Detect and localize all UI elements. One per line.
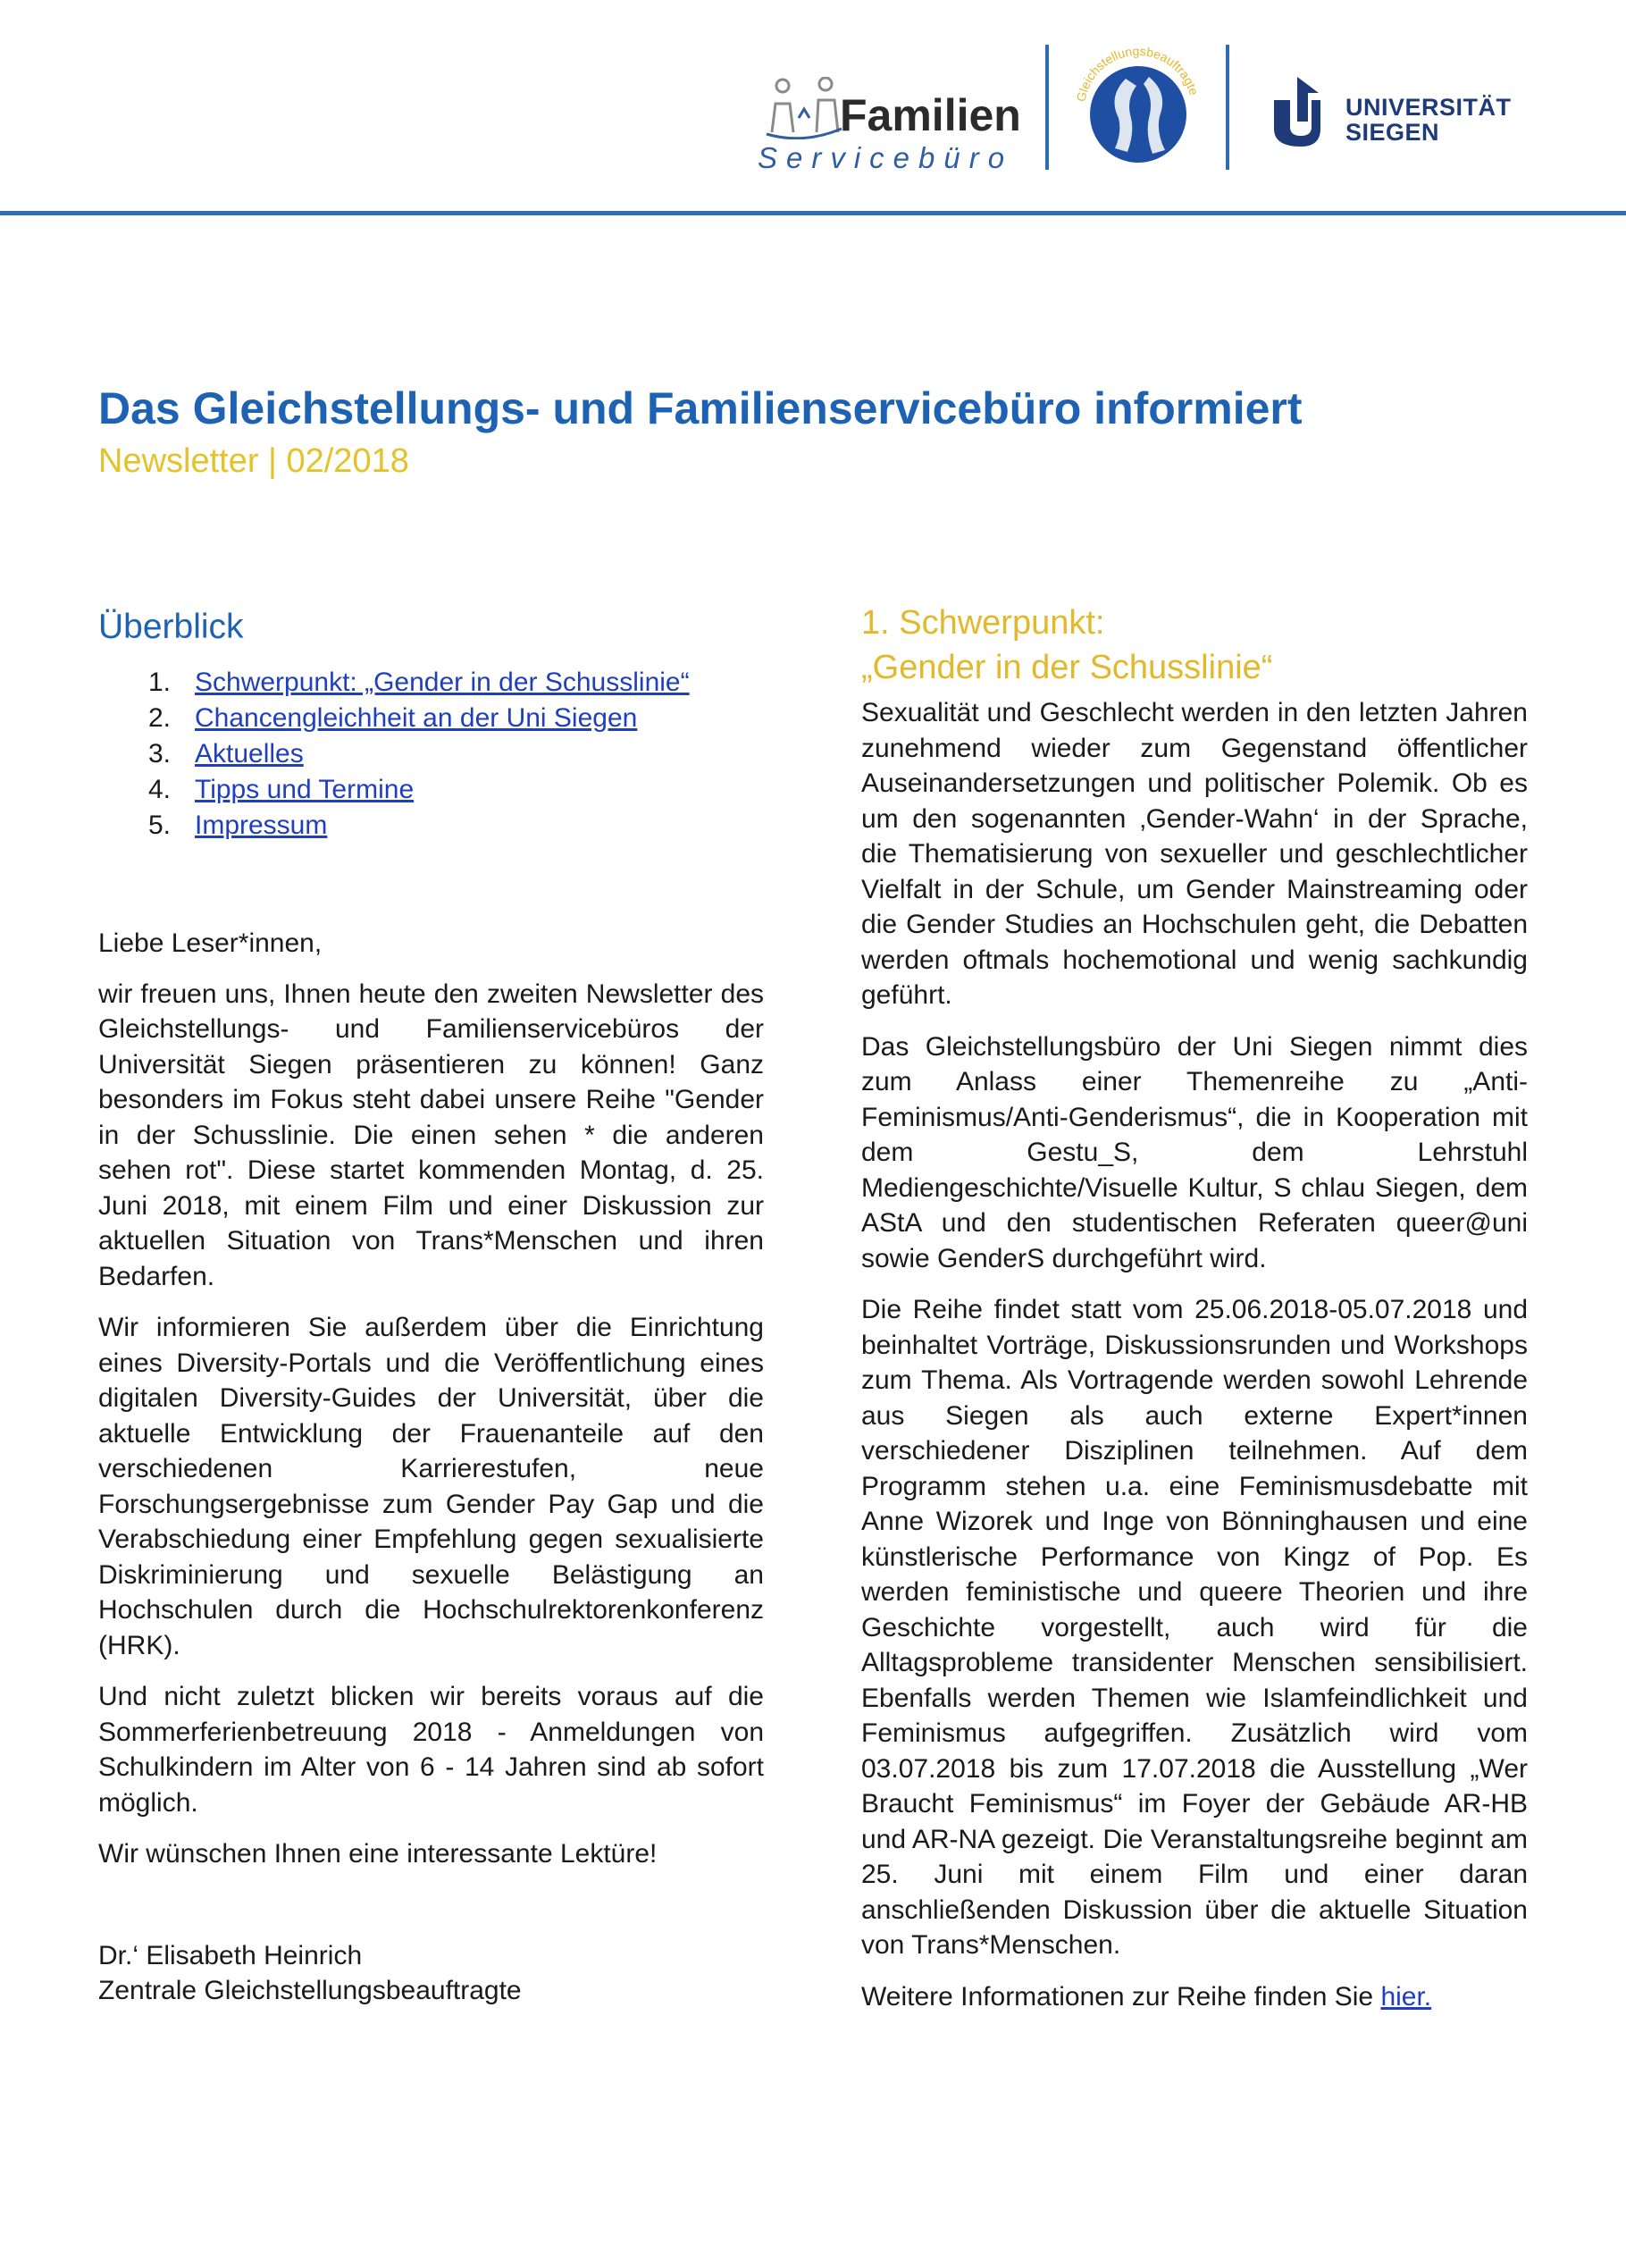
signature-role: Zentrale Gleichstellungsbeauftragte [98,1976,522,2005]
list-item: 5. Impressum [148,808,764,844]
overview-heading: Überblick [98,608,244,646]
familien-servicebuero-logo [758,70,1026,177]
focus-paragraph: Die Reihe findet statt vom 25.06.2018-05.07.2018 und beinhaltet Vorträge, Diskussionsrunden und Workshops zum Thema. Als Vortragende werden sowohl Lehrende aus Siegen als auch externe Expert*innen verschiedener Disziplinen teilnehmen. Auf dem Programm stehen u.a. eine Feminismusdebatte mit Anne Wizorek und Inge von Bönninghausen und eine künstlerische Performance von Kingz of Pop. Es werden feministische und queere Theorien und ihre Geschichte vorgestellt, auch wird für die Alltagsprobleme transidenter Menschen sensibilisiert. Ebenfalls werden Themen wie Islamfeindlichkeit und Feminismus aufgegriffen. Zusätzlich wird vom 03.07.2018 bis zum 17.07.2018 die Ausstellung „Wer Braucht Feminismus“ im Foyer der Gebäude AR-HB und AR-NA gezeigt. Die Veranstaltungsreihe beginnt am 25. Juni mit einem Film und einer daran anschließenden Diskussion über die aktuelle Situation von Trans*Menschen. [861,1295,1528,1960]
page-title: Das Gleichstellungs- und Familienservicebüro informiert [98,383,1303,433]
newsletter-issue: Newsletter | 02/2018 [98,442,409,480]
left-column [98,608,764,2009]
hier-link[interactable]: hier. [1380,1981,1432,2012]
header-rule [0,211,1626,215]
list-item: 4. Tipps und Termine [148,772,764,808]
toc-link-aktuelles[interactable]: Aktuelles [195,739,304,769]
salutation: Liebe Leser*innen, [98,928,323,958]
toc-link-chancengleichheit[interactable]: Chancengleichheit an der Uni Siegen [195,703,638,733]
svg-text:Gleichstellungsbeauftragte: Gleichstellungsbeauftragte [1073,43,1202,104]
letter-paragraph: Und nicht zuletzt blicken wir bereits voraus auf die Sommerferienbetreuung 2018 - Anmeldungen von Schulkindern im Alter von 6 - 14 Jahren sind ab sofort möglich. [98,1682,764,1818]
focus-paragraph: Das Gleichstellungsbüro der Uni Siegen nimmt dies zum Anlass einer Themenreihe zu „Anti-Feminismus/Anti-Genderismus“, die in Kooperation mit dem Gestu_S, dem Lehrstuhl Mediengeschichte/Visuelle Kultur, S chlau Siegen, dem AStA und den studentischen Referaten queer@uni sowie GenderS durchgeführt wird. [861,1031,1528,1273]
page-header [0,0,1626,214]
right-column [861,601,1528,2014]
uni-siegen-mark-icon [1270,77,1335,148]
focus-paragraph: Sexualität und Geschlecht werden in den letzten Jahren zunehmend wieder zum Gegenstand öffentlicher Auseinandersetzungen und politischer Polemik. Ob es um den sogenannten ‚Gender-Wahn‘ in der Sprache, die Thematisierung von sexueller und geschlechtlicher Vielfalt in der Schule, um Gender Mainstreaming oder die Gender Studies an Hochschulen geht, die Debatten werden oftmals hochemotional und wenig sachkundig geführt. [861,698,1528,1010]
toc-link-impressum[interactable]: Impressum [195,811,328,840]
familien-word: Familien [840,90,1021,140]
signature [98,1938,764,2009]
header-divider [1045,45,1049,170]
letter-paragraph: wir freuen uns, Ihnen heute den zweiten Newsletter des Gleichstellungs- und Familienservicebüros der Universität Siegen präsentieren zu können! Ganz besonders im Fokus steht dabei unsere Reihe "Gender in der Schusslinie. Die einen sehen * die anderen sehen rot". Diese startet kommenden Montag, d. 25. Juni 2018, mit einem Film und einer Diskussion zur aktuellen Situation von Trans*Menschen und ihren Bedarfen. [98,979,764,1291]
letter-paragraph: Wir informieren Sie außerdem über die Einrichtung eines Diversity-Portals und die Veröffentlichung eines digitalen Diversity-Guides der Universität, über die aktuelle Entwicklung der Frauenanteile auf den verschiedenen Karrierestufen, neue Forschungsergebnisse zum Gender Pay Gap und die Verabschiedung einer Empfehlung gegen sexualisierte Diskriminierung und sexuelle Belästigung an Hochschulen durch die Hochschulrektorenkonferenz (HRK). [98,1313,764,1660]
letter-paragraph: Wir wünschen Ihnen eine interessante Lektüre! [98,1839,658,1869]
overview-list [98,665,764,844]
uni-siegen-wordmark: UNIVERSITÄT SIEGEN [1345,94,1512,146]
servicebuero-word: Servicebüro [758,141,1014,174]
list-item: 2. Chancengleichheit an der Uni Siegen [148,701,764,736]
universitaet-siegen-logo [1270,71,1530,152]
list-item: 3. Aktuelles [148,736,764,772]
header-divider [1226,45,1229,170]
list-item: 1. Schwerpunkt: „Gender in der Schusslinie“ [148,665,764,701]
gleichstellungsbeauftragte-seal [1072,43,1204,175]
toc-link-schwerpunkt[interactable]: Schwerpunkt: „Gender in der Schusslinie“ [195,668,690,697]
focus-heading: 1. Schwerpunkt: „Gender in der Schusslinie“ [861,604,1273,686]
family-figures-icon [763,77,843,139]
toc-link-tipps-termine[interactable]: Tipps und Termine [195,775,415,804]
signature-name: Dr.‘ Elisabeth Heinrich [98,1940,363,1970]
more-info-line: Weitere Informationen zur Reihe finden Sie hier. [861,1981,1432,2012]
